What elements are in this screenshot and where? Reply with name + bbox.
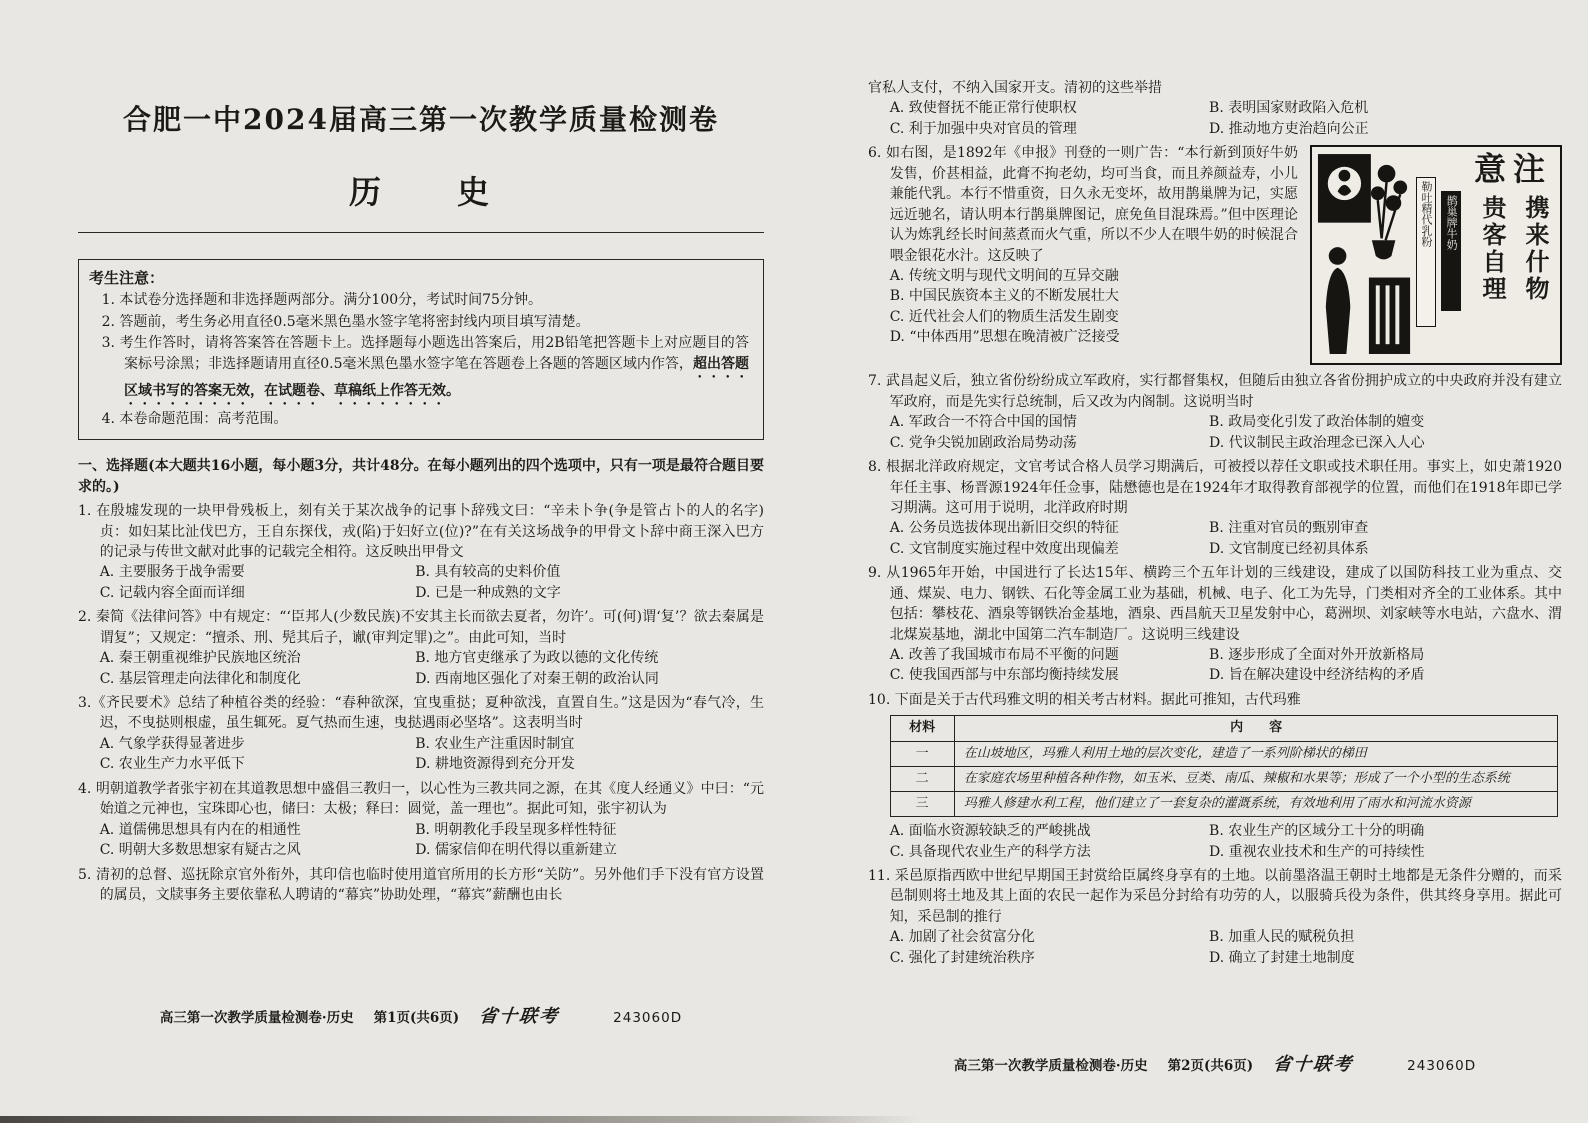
option: A. 致使督抚不能正常行使职权 <box>889 100 1077 117</box>
page-2-footer <box>868 1052 1562 1078</box>
exam-page-2 <box>868 78 1562 1078</box>
advertisement-content <box>1316 151 1556 359</box>
footer-page-number: 第2页(共6页) <box>1167 1057 1254 1074</box>
advertisement-vertical-headlines <box>1474 195 1552 355</box>
option: A. 传统文明与现代文明间的互异交融 <box>889 267 1119 284</box>
footer-brand-logo: 省十联考 <box>478 1005 561 1027</box>
question-stem: 1. 在殷墟发现的一块甲骨残板上，刻有关于某次战争的记事卜辞残文曰：“辛未卜争(争是管占卜的人的名字)贞：如妇某比沚伐巴方，王自东探伐，戎(陷)于妇好立(位)?”在有关这场战争的甲骨文卜辞中商王深入巴方的记录与传世文献对此事的记载完全相符。这反映出甲骨文 <box>78 503 764 560</box>
footer-paper-code: 243060D <box>1407 1057 1477 1074</box>
table-row <box>890 766 1558 791</box>
question-options <box>868 98 1562 139</box>
question-1 <box>78 501 764 603</box>
question-stem: 5. 清初的总督、巡抚除京官外衔外，其印信也临时使用道官所用的长方形“关防”。另外他们手下没有官方设置的属员，文牍事务主要依靠私人聘请的“幕宾”协助处理，“幕宾”薪酬也由长 <box>78 866 764 903</box>
question-options <box>78 734 764 775</box>
advertisement-notice-headline: 意注 <box>1473 150 1552 189</box>
question-stem: 4. 明朝道教学者张宇初在其道教思想中盛倡三教归一，以心性为三教共同之源，在其《度人经通义》中曰：“元始道之元神也，宝珠即心也，储曰：太极；释曰：圆觉，盖一理也”。据此可知，张宇初认为 <box>78 780 764 818</box>
option: D. 文官制度已经初具体系 <box>1209 540 1369 557</box>
option: C. 利于加强中央对官员的管理 <box>889 120 1077 137</box>
question-5 <box>78 865 764 906</box>
question-options <box>78 562 764 603</box>
question-options <box>868 412 1562 453</box>
question-3 <box>78 693 764 775</box>
question-10 <box>868 690 1562 862</box>
question-8 <box>868 457 1562 559</box>
option: B. 逐步形成了全面对外开放新格局 <box>1209 647 1425 663</box>
question-stem: 3.《齐民要术》总结了种植谷类的经验：“春种欲深，宜曳重挞；夏种欲浅，直置自生。”这是因为“春气冷，生迟，不曳挞则根虚，虽生辄死。夏气热而生速，曳挞遇雨必坚垎”。这表明当时 <box>78 695 764 732</box>
candidate-notice-box <box>78 259 764 441</box>
option: D. 推动地方吏治趋向公正 <box>1209 120 1369 137</box>
option: A. 加剧了社会贫富分化 <box>889 929 1035 946</box>
table-cell-material: 一 <box>890 741 954 766</box>
option: D. “中体西用”思想在晚清被广泛接受 <box>889 329 1120 346</box>
option: C. 近代社会人们的物质生活发生剧变 <box>889 308 1119 325</box>
option: B. 农业生产注重因时制宜 <box>415 735 575 752</box>
table-cell-content: 玛雅人修建水利工程，他们建立了一套复杂的灌溉系统，有效地利用了雨水和河流水资源 <box>954 791 1558 816</box>
footer-title: 高三第一次教学质量检测卷·历史 <box>159 1009 354 1026</box>
option: C. 明朝大多数思想家有疑古之风 <box>99 842 301 859</box>
option: A. 主要服务于战争需要 <box>99 564 245 581</box>
question-11 <box>868 866 1562 968</box>
option: C. 农业生产力水平低下 <box>99 756 245 773</box>
maya-archaeology-table <box>890 715 1559 817</box>
option: C. 强化了封建统治秩序 <box>889 949 1035 966</box>
option: B. 政局变化引发了政治体制的嬗变 <box>1209 414 1425 431</box>
notice-item-3-text: 3. 考生作答时，请将答案答在答题卡上。选择题每小题选出答案后，用2B铅笔把答题卡上对应题目的答案标号涂黑；非选择题请用直径0.5毫米黑色墨水签字笔在答题卷上各题的答题区域内作答， <box>101 335 749 372</box>
option: C. 文官制度实施过程中效度出现偏差 <box>889 540 1119 557</box>
option: D. 耕地资源得到充分开发 <box>415 756 575 773</box>
footer-brand-logo: 省十联考 <box>1272 1053 1355 1075</box>
advertisement-big-text: 贵客自理 <box>1477 194 1506 303</box>
option: A. 公务员选拔体现出新旧交织的特征 <box>889 520 1119 537</box>
subject-heading: 历 史 <box>348 172 493 211</box>
question-5-continuation <box>868 78 1562 139</box>
option: B. 农业生产的区域分工十分的明确 <box>1209 823 1425 840</box>
scan-bottom-edge <box>0 1116 921 1123</box>
option: B. 具有较高的史料价值 <box>415 564 561 581</box>
option: B. 中国民族资本主义的不断发展壮大 <box>889 288 1119 305</box>
question-options <box>868 927 1562 968</box>
question-stem: 6. 如右图，是1892年《申报》刊登的一则广告：“本行新到顶好牛奶发售，价甚相益，此膏不拘老幼，均可当食，而且养颜益寿，小儿兼能代乳。本行不惜重资，日久永无变坏，故用鹊巢牌为记，实愿远近驰名，请认明本行鹊巢牌图记，庶免鱼目混珠焉。”但中医理论认为炼乳经长时间蒸煮而火气重，所以不少人在喂牛奶的时候混合喂金银花水汁。这反映了 <box>868 145 1298 264</box>
advertisement-small-text: 鹊巢牌牛奶 <box>1441 191 1461 311</box>
option: A. 改善了我国城市布局不平衡的问题 <box>889 647 1119 663</box>
question-7 <box>868 371 1562 453</box>
option: D. 旨在解决建设中经济结构的矛盾 <box>1209 667 1425 684</box>
table-header-content: 内 容 <box>954 716 1558 741</box>
notice-item-2: 2. 答题前，考生务必用直径0.5毫米黑色墨水签字笔将密封线内项目填写清楚。 <box>101 313 590 330</box>
table-row <box>890 791 1558 816</box>
question-stem: 9. 从1965年开始，中国进行了长达15年、横跨三个五年计划的三线建设，建成了以国防科技工业为重点、交通、煤炭、电力、钢铁、石化等金属工业为基础，机械、电子、化工为先导，门类相对齐全的工业体系。其中包括：攀枝花、酒泉等钢铁冶金基地，酒泉、西昌航天卫星发射中心，葛洲坝、刘家峡等水电站，六盘水、渭北煤炭基地，湖北中国第二汽车制造厂。这说明三线建设 <box>868 565 1562 643</box>
option: D. 代议制民主政治理念已深入人心 <box>1209 434 1425 451</box>
table-cell-material: 二 <box>890 766 954 791</box>
question-stem: 官私人支付，不纳入国家开支。清初的这些举措 <box>868 80 1162 96</box>
table-cell-content: 在家庭农场里种植各种作物，如玉米、豆类、南瓜、辣椒和水果等；形成了一个小型的生态系统 <box>954 766 1558 791</box>
question-2 <box>78 607 764 689</box>
option: A. 道儒佛思想具有内在的相通性 <box>99 821 301 838</box>
option: B. 明朝教化手段呈现多样性特征 <box>415 821 617 838</box>
option: C. 基层管理走向法律化和制度化 <box>99 670 301 687</box>
option: C. 党争尖锐加剧政治局势动荡 <box>889 434 1077 451</box>
question-options <box>868 518 1562 559</box>
footer-page-number: 第1页(共6页) <box>373 1009 460 1026</box>
notice-item-4: 4. 本卷命题范围：高考范围。 <box>101 410 288 427</box>
question-stem: 10. 下面是关于古代玛雅文明的相关考古材料。据此可推知，古代玛雅 <box>868 691 1301 708</box>
option: A. 面临水资源较缺乏的严峻挑战 <box>889 823 1091 840</box>
option: C. 具备现代农业生产的科学方法 <box>889 843 1091 860</box>
question-stem: 7. 武昌起义后，独立省份纷纷成立军政府，实行都督集权，但随后由独立各省份拥护成立的中央政府并没有建立军政府，而是先实行总统制，后又改为内阁制。这说明当时 <box>868 373 1562 410</box>
question-4 <box>78 779 764 861</box>
footer-paper-code: 243060D <box>613 1009 683 1026</box>
notice-title: 考生注意： <box>89 268 165 287</box>
option: D. 重视农业技术和生产的可持续性 <box>1209 843 1425 860</box>
table-cell-material: 三 <box>890 791 954 816</box>
exam-page-1 <box>78 86 764 1030</box>
option: A. 秦王朝重视维护民族地区统治 <box>99 650 301 667</box>
question-9 <box>868 563 1562 686</box>
notice-item-3 <box>89 333 749 407</box>
question-stem: 2. 秦简《法律问答》中有规定：“‘臣邦人(少数民族)不安其主长而欲去夏者，勿许’。可(何)谓‘复’？欲去秦属是谓复”；又规定：“擅杀、刑、髡其后子，谳(审判定罪)之”。由此可知，当时 <box>78 609 764 646</box>
table-row <box>890 741 1558 766</box>
question-options <box>868 821 1562 862</box>
option: B. 注重对官员的甄别审查 <box>1209 520 1369 537</box>
option: B. 地方官吏继承了为政以德的文化传统 <box>415 650 659 667</box>
advertisement-small-text-columns <box>1416 151 1461 359</box>
notice-item-3-emphasis: 超出答题区域书写的答案无效，在试题卷、草稿纸上作答无效。 <box>124 355 750 399</box>
question-stem: 8. 根据北洋政府规定，文官考试合格人员学习期满后，可被授以荐任文职或技术职任用。事实上，如史萧1920年任主事、杨晋源1924年任佥事，陆懋德也是在1924年才取得教育部视学的位置，而他们在1918年即已学习期满。这可用于说明，北洋政府时期 <box>868 459 1562 516</box>
advertisement-big-text: 携来什物 <box>1521 194 1549 303</box>
option: B. 表明国家财政陷入危机 <box>1209 100 1369 117</box>
title-divider-line <box>78 232 764 233</box>
table-header-row <box>890 716 1558 741</box>
advertisement-woodcut-illustration <box>1316 151 1414 359</box>
footer-title: 高三第一次教学质量检测卷·历史 <box>953 1057 1148 1074</box>
option: D. 确立了封建土地制度 <box>1209 949 1355 966</box>
advertisement-headline-area <box>1461 151 1556 359</box>
question-stem: 11. 采邑原指西欧中世纪早期国王封赏给臣属终身享有的土地。以前墨洛温王朝时土地都是无条件分赠的，而采邑制则将土地及其上面的农民一起作为采邑分封给有功劳的人，以服骑兵役为条件，供其终身享用。据此可知，采邑制的推行 <box>868 867 1562 925</box>
milk-advertisement-figure <box>1310 145 1562 365</box>
table-cell-content: 在山坡地区，玛雅人利用土地的层次变化，建造了一系列阶梯状的梯田 <box>954 741 1558 766</box>
option: D. 已是一种成熟的文字 <box>415 584 561 601</box>
question-options <box>868 645 1562 686</box>
question-6 <box>868 143 1562 347</box>
notice-item-1: 1. 本试卷分选择题和非选择题两部分。满分100分，考试时间75分钟。 <box>101 292 542 309</box>
page-1-footer <box>78 1004 764 1030</box>
option: C. 记载内容全面而详细 <box>99 584 245 601</box>
option: A. 气象学获得显著进步 <box>99 735 245 752</box>
option: A. 军政合一不符合中国的国情 <box>889 414 1077 431</box>
option: D. 西南地区强化了对秦王朝的政治认同 <box>415 670 659 687</box>
question-options <box>78 648 764 689</box>
exam-title: 合肥一中2024届高三第一次教学质量检测卷 <box>123 103 719 136</box>
woodcut-illustration-icon <box>1316 151 1414 359</box>
section-heading: 一、选择题(本大题共16小题，每小题3分，共计48分。在每小题列出的四个选项中，只有一项是最符合题目要求的。) <box>78 458 764 495</box>
question-options <box>78 820 764 861</box>
option: C. 使我国西部与中东部均衡持续发展 <box>889 667 1119 684</box>
advertisement-small-text: 勒吐精代乳粉 <box>1416 177 1436 327</box>
table-header-material: 材料 <box>890 716 954 741</box>
option: B. 加重人民的赋税负担 <box>1209 929 1355 946</box>
option: D. 儒家信仰在明代得以重新建立 <box>415 842 617 859</box>
